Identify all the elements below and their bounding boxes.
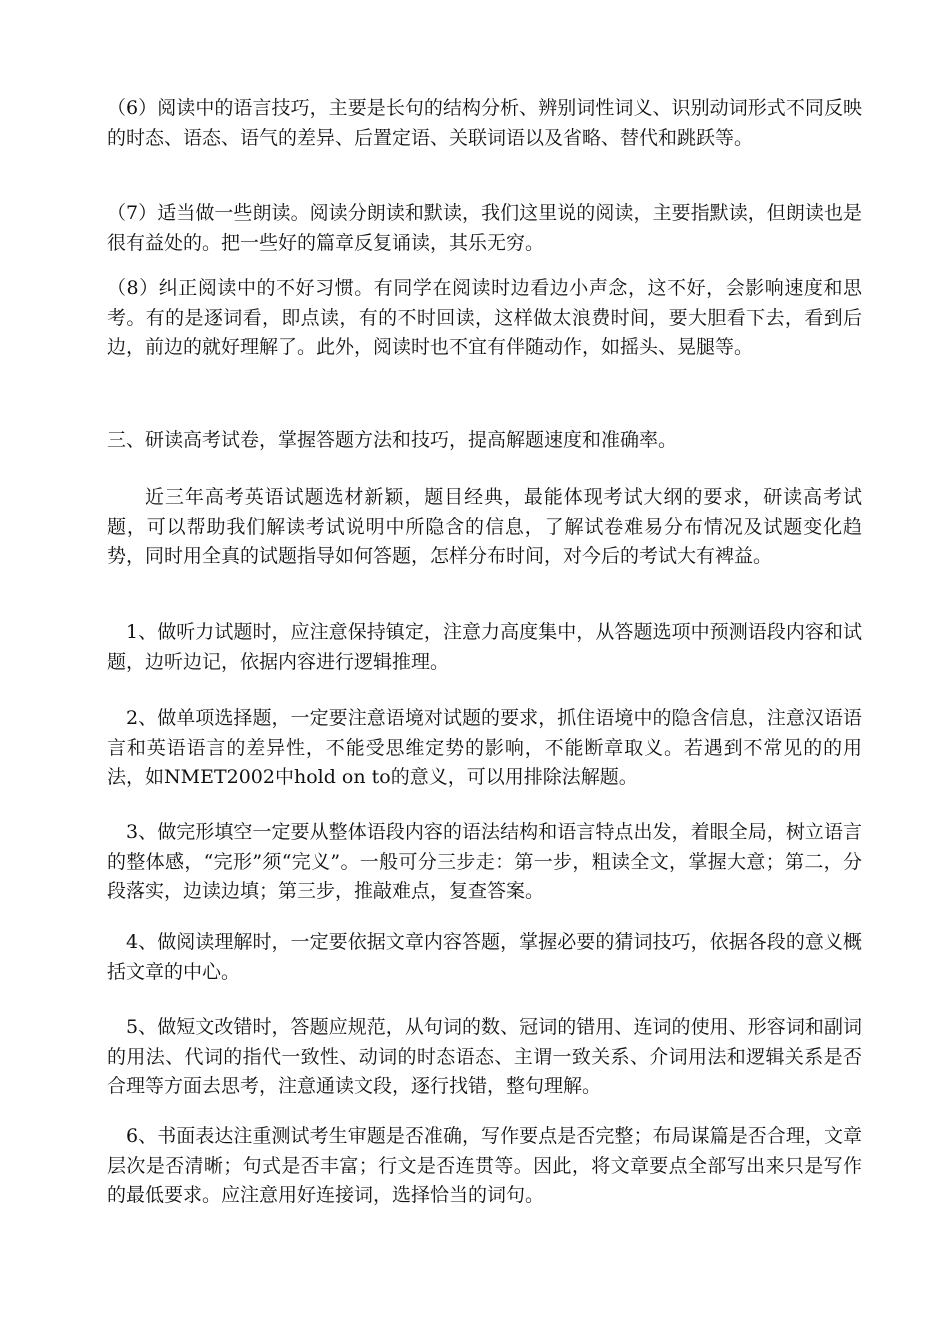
tip-error-correction: 5、做短文改错时，答题应规范，从句词的数、冠词的错用、连词的使用、形容词和副词的用法、代词的指代一致性、动词的时态语态、主谓一致关系、介词用法和逻辑关系是否合理等方面去思考，注意通读文段，逐行找错，整句理解。	[107, 1016, 862, 1098]
tip-cloze: 3、做完形填空一定要从整体语段内容的语法结构和语言特点出发，着眼全局，树立语言的整体感，“完形”须“完义”。一般可分三步走：第一步，粗读全文，掌握大意；第二，分段落实，边读边填；第三步，推敲难点，复查答案。	[107, 821, 862, 903]
paragraph-item-7: （7）适当做一些朗读。阅读分朗读和默读，我们这里说的阅读，主要指默读，但朗读也是很有益处的。把一些好的篇章反复诵读，其乐无穷。	[107, 202, 862, 254]
section-heading-three: 三、研读高考试卷，掌握答题方法和技巧，提高解题速度和准确率。	[107, 429, 678, 451]
tip-reading-comprehension: 4、做阅读理解时，一定要依据文章内容答题，掌握必要的猜词技巧，依据各段的意义概括文章的中心。	[107, 931, 862, 983]
tip-listening: 1、做听力试题时，应注意保持镇定，注意力高度集中，从答题选项中预测语段内容和试题，边听边记，依据内容进行逻辑推理。	[107, 621, 862, 673]
tip-single-choice: 2、做单项选择题，一定要注意语境对试题的要求，抓住语境中的隐含信息，注意汉语语言和英语语言的差异性，不能受思维定势的影响，不能断章取义。若遇到不常见的的用法，如NMET2002中hold on to的意义，可以用排除法解题。	[107, 707, 862, 789]
paragraph-item-6: （6）阅读中的语言技巧，主要是长句的结构分析、辨别词性词义、识别动词形式不同反映的时态、语态、语气的差异、后置定语、关联词语以及省略、替代和跳跃等。	[107, 97, 862, 149]
section-intro-paragraph: 近三年高考英语试题选材新颖，题目经典，最能体现考试大纲的要求，研读高考试题，可以帮助我们解读考试说明中所隐含的信息，了解试卷难易分布情况及试题变化趋势，同时用全真的试题指导如何答题，怎样分布时间，对今后的考试大有裨益。	[107, 486, 862, 568]
tip-writing: 6、书面表达注重测试考生审题是否准确，写作要点是否完整；布局谋篇是否合理，文章层次是否清晰；句式是否丰富；行文是否连贯等。因此，将文章要点全部写出来只是写作的最低要求。应注意用好连接词，选择恰当的词句。	[107, 1125, 862, 1207]
paragraph-item-8: （8）纠正阅读中的不好习惯。有同学在阅读时边看边小声念，这不好，会影响速度和思考。有的是逐词看，即点读，有的不时回读，这样做太浪费时间，要大胆看下去，看到后边，前边的就好理解了。此外，阅读时也不宜有伴随动作，如摇头、晃腿等。	[107, 277, 862, 359]
